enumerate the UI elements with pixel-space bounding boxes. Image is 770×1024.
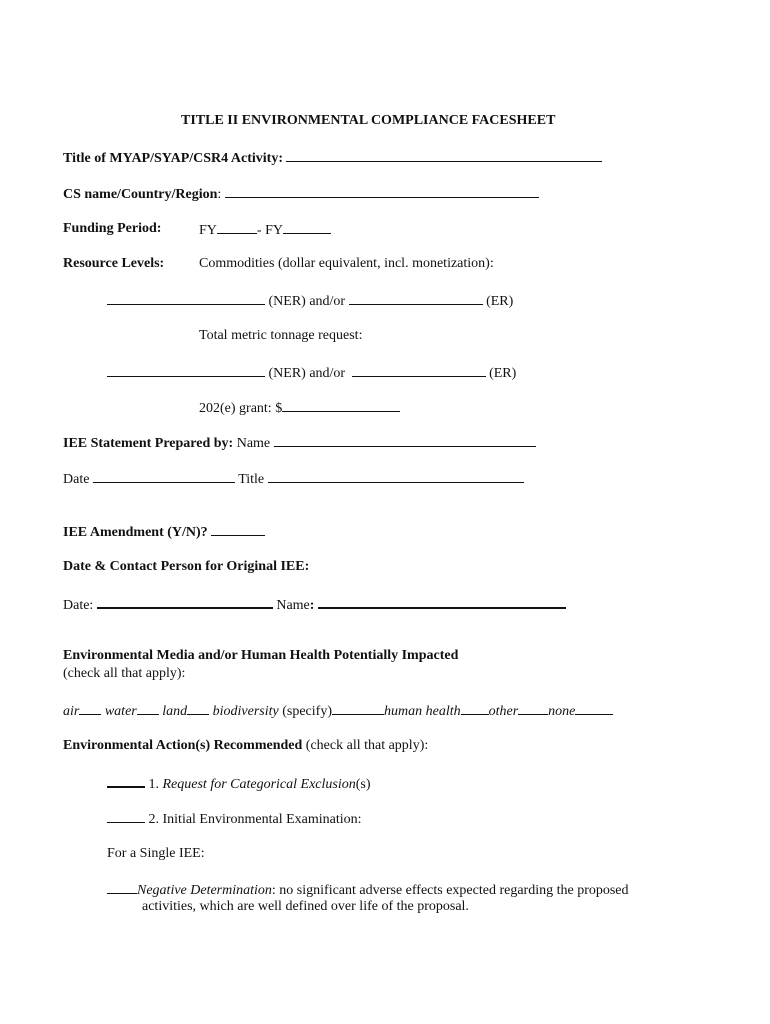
action-2-text: 2. Initial Environmental Examination:	[148, 812, 362, 827]
tonnage-ner-label: (NER) and/or	[268, 366, 346, 381]
funding-row	[199, 221, 331, 239]
negative-determination-text: : no significant adverse effects expected regarding the proposed	[271, 883, 629, 898]
action-2-checkbox[interactable]	[107, 810, 145, 823]
page-title: TITLE II ENVIRONMENTAL COMPLIANCE FACESHEET	[181, 113, 556, 128]
grant-field[interactable]	[282, 399, 400, 412]
media-air-field[interactable]	[79, 702, 101, 715]
tonnage-er-label: (ER)	[489, 366, 517, 381]
action-1-number: 1.	[148, 777, 159, 792]
tonnage-er-field[interactable]	[352, 364, 486, 377]
media-human-health-label: human health	[384, 704, 461, 719]
amendment-row	[63, 523, 265, 541]
media-specify-label: (specify)	[282, 704, 332, 719]
media-heading: Environmental Media and/or Human Health Potentially Impacted	[63, 648, 459, 663]
media-land-label: land	[162, 704, 188, 719]
commodities-er-field[interactable]	[349, 292, 483, 305]
original-name-colon: :	[309, 598, 315, 613]
negative-determination-label: Negative Determination	[137, 883, 272, 898]
negative-determination-line2: activities, which are well defined over life of the proposal.	[142, 899, 469, 914]
media-none-field[interactable]	[575, 702, 613, 715]
amendment-field[interactable]	[211, 523, 265, 536]
actions-heading: Environmental Action(s) Recommended	[63, 738, 303, 753]
media-biodiversity-label: biodiversity	[212, 704, 279, 719]
action-1-text: Request for Categorical Exclusion	[162, 777, 356, 792]
original-name-label: Name	[276, 598, 310, 613]
action-item-2	[107, 810, 362, 828]
actions-heading-row	[63, 738, 428, 754]
grant-row	[199, 399, 400, 417]
tonnage-ner-field[interactable]	[107, 364, 265, 377]
media-human-health-field[interactable]	[461, 702, 489, 715]
er-label: (ER)	[486, 294, 514, 309]
media-checklist	[63, 702, 613, 720]
iee-date-title-row	[63, 470, 524, 488]
media-other-label: other	[488, 704, 519, 719]
negative-determination-checkbox[interactable]	[107, 881, 137, 894]
iee-title-label: Title	[238, 472, 265, 487]
cs-colon: :	[217, 187, 222, 202]
commodities-ner-field[interactable]	[107, 292, 265, 305]
media-water-label: water	[104, 704, 137, 719]
media-air-label: air	[63, 704, 80, 719]
cs-row	[63, 185, 539, 203]
media-subheading: (check all that apply):	[63, 666, 186, 681]
media-water-field[interactable]	[137, 702, 159, 715]
action-1-checkbox[interactable]	[107, 774, 145, 788]
activity-row	[63, 149, 602, 167]
iee-date-field[interactable]	[93, 470, 235, 483]
cs-field[interactable]	[225, 185, 539, 198]
cs-label: CS name/Country/Region	[63, 187, 218, 202]
fy-end-label: - FY	[256, 223, 283, 238]
activity-label: Title of MYAP/SYAP/CSR4 Activity:	[63, 151, 283, 166]
resource-label: Resource Levels:	[63, 256, 165, 271]
funding-label: Funding Period:	[63, 221, 162, 236]
fy-end-field[interactable]	[283, 221, 331, 234]
negative-determination-row	[107, 881, 629, 899]
single-iee-label: For a Single IEE:	[107, 846, 205, 861]
original-row	[63, 595, 566, 614]
original-date-label: Date:	[63, 598, 94, 613]
iee-date-label: Date	[63, 472, 90, 487]
activity-field[interactable]	[286, 149, 602, 162]
iee-prepared-label: IEE Statement Prepared by:	[63, 436, 234, 451]
original-name-field[interactable]	[318, 595, 566, 609]
original-date-field[interactable]	[97, 595, 273, 609]
ner-label: (NER) and/or	[268, 294, 346, 309]
media-none-label: none	[548, 704, 576, 719]
fy-start-field[interactable]	[217, 221, 257, 234]
iee-name-field[interactable]	[274, 434, 536, 447]
commodities-row	[107, 292, 513, 310]
iee-prepared-row	[63, 434, 536, 452]
iee-title-field[interactable]	[268, 470, 524, 483]
iee-name-label: Name	[236, 436, 271, 451]
media-other-field[interactable]	[518, 702, 548, 715]
tonnage-row	[107, 364, 516, 382]
commodities-label: Commodities (dollar equivalent, incl. monetization):	[199, 256, 494, 271]
action-item-1	[107, 774, 371, 793]
fy-start-label: FY	[199, 223, 217, 238]
amendment-label: IEE Amendment (Y/N)?	[63, 525, 208, 540]
grant-label: 202(e) grant: $	[199, 401, 283, 416]
media-land-field[interactable]	[187, 702, 209, 715]
original-iee-label: Date & Contact Person for Original IEE:	[63, 559, 310, 574]
media-specify-field[interactable]	[332, 702, 384, 715]
tonnage-label: Total metric tonnage request:	[199, 328, 363, 343]
action-1-suffix: (s)	[355, 777, 371, 792]
actions-subheading: (check all that apply):	[305, 738, 429, 753]
